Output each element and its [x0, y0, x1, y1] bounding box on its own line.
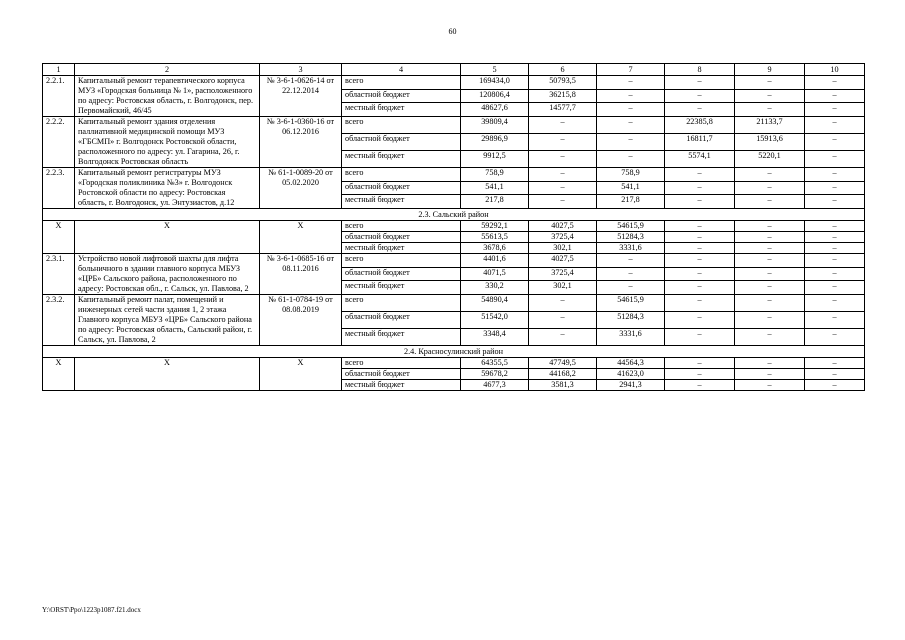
- value-cell: –: [735, 380, 805, 391]
- value-cell: –: [735, 221, 805, 232]
- value-cell: –: [805, 254, 865, 268]
- value-cell: 50793,5: [529, 76, 597, 90]
- value-cell: –: [735, 358, 805, 369]
- item-number: 2.2.1.: [43, 76, 75, 117]
- funding-source: всего: [342, 295, 461, 312]
- value-cell: –: [597, 254, 665, 268]
- value-cell: –: [805, 76, 865, 90]
- value-cell: 3331,6: [597, 329, 665, 346]
- value-cell: –: [805, 195, 865, 209]
- section-row: [43, 346, 865, 358]
- value-cell: –: [529, 195, 597, 209]
- value-cell: 14577,7: [529, 103, 597, 117]
- value-cell: –: [597, 89, 665, 103]
- value-cell: 44168,2: [529, 369, 597, 380]
- column-number: 8: [665, 64, 735, 76]
- value-cell: –: [529, 117, 597, 134]
- value-cell: –: [735, 254, 805, 268]
- funding-source: местный бюджет: [342, 151, 461, 168]
- value-cell: 55613,5: [461, 232, 529, 243]
- value-cell: –: [805, 295, 865, 312]
- value-cell: –: [735, 232, 805, 243]
- value-cell: 44564,3: [597, 358, 665, 369]
- value-cell: 217,8: [461, 195, 529, 209]
- column-number: 9: [735, 64, 805, 76]
- table-row: [43, 358, 865, 369]
- value-cell: 3581,3: [529, 380, 597, 391]
- item-number: 2.3.2.: [43, 295, 75, 346]
- value-cell: –: [665, 312, 735, 329]
- item-number: 2.2.2.: [43, 117, 75, 168]
- value-cell: –: [735, 181, 805, 195]
- value-cell: –: [735, 243, 805, 254]
- column-number: 1: [43, 64, 75, 76]
- funding-source: местный бюджет: [342, 103, 461, 117]
- value-cell: –: [805, 89, 865, 103]
- value-cell: –: [597, 117, 665, 134]
- funding-source: местный бюджет: [342, 281, 461, 295]
- budget-table: [42, 63, 865, 391]
- value-cell: 3678,6: [461, 243, 529, 254]
- item-name: Капитальный ремонт здания отделения паллиативной медицинской помощи МУЗ «ГБСМП» г. Волгодонск Ростовской области, расположенного по адресу: ул. Гагарина, 26, г. Волгодонск Ростовская область: [75, 117, 260, 168]
- item-name: Капитальный ремонт палат, помещений и инженерных сетей части здания 1, 2 этажа Главного корпуса МБУЗ «ЦРБ» Сальского района по адресу: Ростовская область, Сальский район, г. Сальск, ул. Павлова, 2: [75, 295, 260, 346]
- footer-file-path: Y:\ORST\Ppo\1223p1087.f21.docx: [42, 606, 141, 614]
- value-cell: 4071,5: [461, 267, 529, 281]
- value-cell: –: [805, 243, 865, 254]
- funding-source: всего: [342, 221, 461, 232]
- value-cell: –: [665, 232, 735, 243]
- value-cell: –: [665, 358, 735, 369]
- value-cell: 169434,0: [461, 76, 529, 90]
- document-number: № 3-6-1-0360-16 от 06.12.2016: [260, 117, 342, 168]
- value-cell: 120806,4: [461, 89, 529, 103]
- value-cell: –: [805, 281, 865, 295]
- value-cell: –: [735, 295, 805, 312]
- value-cell: 5574,1: [665, 151, 735, 168]
- value-cell: 29896,9: [461, 134, 529, 151]
- document-number: X: [260, 221, 342, 254]
- value-cell: –: [665, 267, 735, 281]
- funding-source: областной бюджет: [342, 369, 461, 380]
- funding-source: местный бюджет: [342, 195, 461, 209]
- value-cell: –: [735, 369, 805, 380]
- value-cell: –: [529, 295, 597, 312]
- value-cell: –: [665, 181, 735, 195]
- funding-source: местный бюджет: [342, 243, 461, 254]
- value-cell: –: [735, 329, 805, 346]
- value-cell: 51284,3: [597, 232, 665, 243]
- value-cell: –: [665, 281, 735, 295]
- value-cell: 59678,2: [461, 369, 529, 380]
- value-cell: 15913,6: [735, 134, 805, 151]
- value-cell: –: [735, 312, 805, 329]
- value-cell: 302,1: [529, 243, 597, 254]
- funding-source: областной бюджет: [342, 181, 461, 195]
- column-number: 4: [342, 64, 461, 76]
- value-cell: –: [735, 195, 805, 209]
- value-cell: –: [805, 312, 865, 329]
- value-cell: –: [529, 181, 597, 195]
- value-cell: 36215,8: [529, 89, 597, 103]
- value-cell: 54890,4: [461, 295, 529, 312]
- value-cell: –: [805, 117, 865, 134]
- table-row: [43, 254, 865, 268]
- document-number: № 61-1-0784-19 от 08.08.2019: [260, 295, 342, 346]
- funding-source: всего: [342, 168, 461, 182]
- value-cell: 39809,4: [461, 117, 529, 134]
- value-cell: –: [529, 168, 597, 182]
- table-row: [43, 117, 865, 134]
- table-row: [43, 295, 865, 312]
- value-cell: –: [597, 103, 665, 117]
- value-cell: –: [665, 295, 735, 312]
- value-cell: –: [665, 76, 735, 90]
- value-cell: –: [665, 243, 735, 254]
- funding-source: областной бюджет: [342, 134, 461, 151]
- value-cell: 5220,1: [735, 151, 805, 168]
- value-cell: 54615,9: [597, 295, 665, 312]
- value-cell: –: [805, 329, 865, 346]
- value-cell: –: [529, 151, 597, 168]
- table-row: [43, 168, 865, 182]
- item-name: Устройство новой лифтовой шахты для лифта больничного в здании главного корпуса МБУЗ «ЦРБ» Сальского района, расположенного по адресу: Ростовская обл., г. Сальск, ул. Павлова, 2: [75, 254, 260, 295]
- value-cell: –: [665, 329, 735, 346]
- section-title: 2.4. Красносулинский район: [43, 346, 865, 358]
- column-number: 10: [805, 64, 865, 76]
- column-number: 7: [597, 64, 665, 76]
- document-number: № 3-6-1-0626-14 от 22.12.2014: [260, 76, 342, 117]
- funding-source: областной бюджет: [342, 267, 461, 281]
- table-row: [43, 76, 865, 90]
- value-cell: –: [805, 232, 865, 243]
- funding-source: областной бюджет: [342, 232, 461, 243]
- value-cell: 541,1: [597, 181, 665, 195]
- header-row: [43, 64, 865, 76]
- value-cell: –: [805, 134, 865, 151]
- section-row: [43, 209, 865, 221]
- item-number: 2.2.3.: [43, 168, 75, 209]
- value-cell: 21133,7: [735, 117, 805, 134]
- item-number: X: [43, 221, 75, 254]
- column-number: 6: [529, 64, 597, 76]
- value-cell: –: [805, 380, 865, 391]
- value-cell: 51542,0: [461, 312, 529, 329]
- value-cell: 330,2: [461, 281, 529, 295]
- value-cell: 217,8: [597, 195, 665, 209]
- value-cell: 22385,8: [665, 117, 735, 134]
- value-cell: –: [665, 254, 735, 268]
- value-cell: 48627,6: [461, 103, 529, 117]
- value-cell: –: [665, 195, 735, 209]
- value-cell: 41623,0: [597, 369, 665, 380]
- value-cell: –: [665, 221, 735, 232]
- value-cell: –: [805, 151, 865, 168]
- value-cell: –: [665, 103, 735, 117]
- funding-source: областной бюджет: [342, 89, 461, 103]
- value-cell: –: [597, 76, 665, 90]
- value-cell: –: [805, 221, 865, 232]
- value-cell: –: [597, 134, 665, 151]
- column-number: 3: [260, 64, 342, 76]
- funding-source: всего: [342, 117, 461, 134]
- table-row: [43, 221, 865, 232]
- value-cell: –: [805, 103, 865, 117]
- value-cell: 758,9: [597, 168, 665, 182]
- value-cell: –: [735, 76, 805, 90]
- value-cell: –: [597, 151, 665, 168]
- value-cell: –: [735, 89, 805, 103]
- value-cell: –: [665, 168, 735, 182]
- value-cell: 4401,6: [461, 254, 529, 268]
- value-cell: 302,1: [529, 281, 597, 295]
- value-cell: –: [665, 89, 735, 103]
- value-cell: –: [597, 267, 665, 281]
- value-cell: 16811,7: [665, 134, 735, 151]
- funding-source: всего: [342, 76, 461, 90]
- value-cell: –: [805, 267, 865, 281]
- funding-source: областной бюджет: [342, 312, 461, 329]
- value-cell: 51284,3: [597, 312, 665, 329]
- value-cell: 2941,3: [597, 380, 665, 391]
- value-cell: 54615,9: [597, 221, 665, 232]
- value-cell: 9912,5: [461, 151, 529, 168]
- value-cell: 3331,6: [597, 243, 665, 254]
- value-cell: –: [805, 358, 865, 369]
- value-cell: –: [735, 281, 805, 295]
- value-cell: –: [735, 267, 805, 281]
- column-number: 5: [461, 64, 529, 76]
- value-cell: –: [529, 312, 597, 329]
- value-cell: –: [805, 369, 865, 380]
- item-name: Капитальный ремонт регистратуры МУЗ «Городская поликлиника №3» г. Волгодонск Ростовской области по адресу: Ростовская область, г. Волгодонск, ул. Энтузиастов, д.12: [75, 168, 260, 209]
- value-cell: 541,1: [461, 181, 529, 195]
- column-number: 2: [75, 64, 260, 76]
- document-number: X: [260, 358, 342, 391]
- value-cell: 3725,4: [529, 232, 597, 243]
- value-cell: –: [805, 168, 865, 182]
- value-cell: 47749,5: [529, 358, 597, 369]
- value-cell: –: [805, 181, 865, 195]
- value-cell: 59292,1: [461, 221, 529, 232]
- value-cell: 4027,5: [529, 254, 597, 268]
- item-name: X: [75, 221, 260, 254]
- value-cell: 64355,5: [461, 358, 529, 369]
- item-name: Капитальный ремонт терапевтического корпуса МУЗ «Городская больница № 1», расположенного по адресу: Ростовская область, г. Волгодонск, пер. Первомайский, 46/45: [75, 76, 260, 117]
- value-cell: –: [735, 103, 805, 117]
- document-number: № 61-1-0089-20 от 05.02.2020: [260, 168, 342, 209]
- document-number: № 3-6-1-0685-16 от 08.11.2016: [260, 254, 342, 295]
- value-cell: 758,9: [461, 168, 529, 182]
- value-cell: –: [529, 134, 597, 151]
- item-number: 2.3.1.: [43, 254, 75, 295]
- value-cell: –: [735, 168, 805, 182]
- value-cell: 4677,3: [461, 380, 529, 391]
- funding-source: местный бюджет: [342, 380, 461, 391]
- value-cell: –: [665, 380, 735, 391]
- value-cell: 3725,4: [529, 267, 597, 281]
- value-cell: 3348,4: [461, 329, 529, 346]
- funding-source: местный бюджет: [342, 329, 461, 346]
- value-cell: –: [665, 369, 735, 380]
- section-title: 2.3. Сальский район: [43, 209, 865, 221]
- funding-source: всего: [342, 358, 461, 369]
- value-cell: –: [529, 329, 597, 346]
- funding-source: всего: [342, 254, 461, 268]
- page-number: 60: [448, 27, 457, 36]
- item-name: X: [75, 358, 260, 391]
- item-number: X: [43, 358, 75, 391]
- value-cell: 4027,5: [529, 221, 597, 232]
- value-cell: –: [597, 281, 665, 295]
